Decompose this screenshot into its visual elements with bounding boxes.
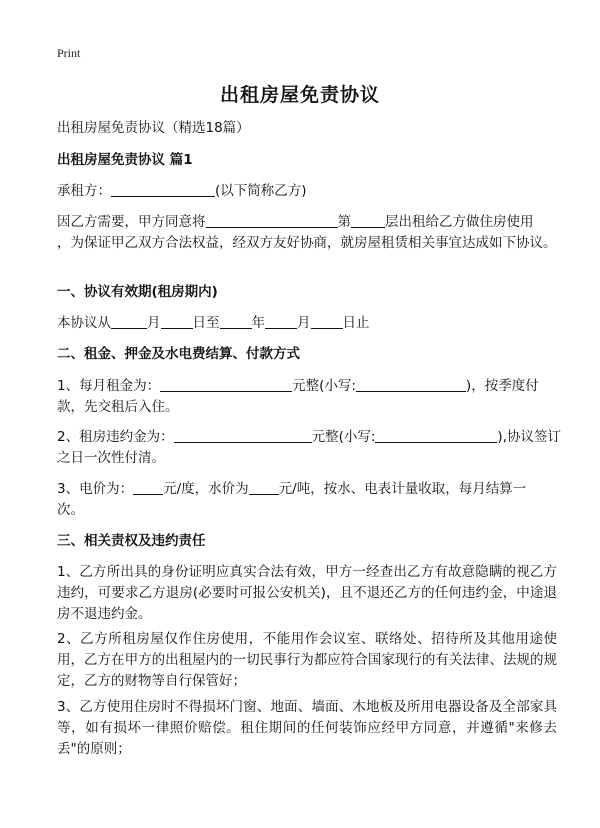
month2-blank — [265, 314, 297, 329]
rent-small-blank — [356, 377, 466, 392]
rent-quarterly: )，按季度付 — [465, 378, 539, 394]
address-blank — [206, 213, 338, 228]
lessee-blank — [111, 182, 215, 197]
utility-line — [57, 479, 557, 500]
intro-line — [57, 212, 557, 233]
deposit-signed: ),协议签订 — [497, 429, 561, 445]
water-blank — [249, 480, 279, 495]
water-label: 元/度，水价为 — [163, 481, 249, 497]
lessee-line — [57, 181, 557, 202]
day1-blank — [161, 314, 193, 329]
period-line — [57, 313, 557, 334]
intro-part1: 因乙方需要，甲方同意将 — [57, 214, 206, 230]
period-from: 本协议从 — [57, 315, 111, 331]
deposit-line — [57, 427, 561, 448]
period-day1: 日至 — [192, 315, 220, 331]
heading-2: 二、租金、押金及水电费结算、付款方式 — [57, 346, 300, 362]
floor-blank — [351, 213, 385, 228]
utility-settlement: 元/吨，按水、电表计量收取，每月结算一 — [278, 481, 527, 497]
clause-2: 2、乙方所租房屋仅作住房使用，不能用作会议室、联络处、招待所及其他用途使用，乙方在甲方的出租屋内的一切民事行为都应符合国家现行的有关法律、法规的规定，乙方的财物等自行保管好； — [57, 631, 557, 689]
rent-amount-blank — [160, 377, 292, 392]
intro-continuation: ，为保证甲乙双方合法权益，经双方友好协商，就房屋租赁相关事宜达成如下协议。 — [57, 235, 557, 251]
rent-continuation: 款，先交租后入住。 — [57, 399, 179, 415]
rent-yuan: 元整(小写: — [292, 378, 356, 394]
year-blank — [220, 314, 252, 329]
electricity-blank — [133, 480, 163, 495]
intro-part3: 层出租给乙方做住房使用 — [385, 214, 534, 230]
document-title: 出租房屋免责协议 — [219, 84, 380, 106]
period-month2: 月 — [297, 315, 311, 331]
deposit-yuan: 元整(小写: — [311, 429, 376, 445]
clause-1: 1、乙方所出具的身份证明应真实合法有效，甲方一经查出乙方有故意隐瞒的视乙方违约，可要求乙方退房(必要时可报公安机关)，且不退还乙方的任何违约金，中途退房不退违约金。 — [57, 564, 557, 622]
heading-1: 一、协议有效期(租房期内) — [57, 284, 218, 300]
subtitle: 出租房屋免责协议（精选18篇） — [57, 120, 250, 136]
section-title: 出租房屋免责协议 篇1 — [57, 152, 193, 168]
deposit-label: 2、租房违约金为： — [57, 429, 174, 445]
day2-blank — [311, 314, 343, 329]
period-year: 年 — [251, 315, 265, 331]
intro-part2: 第 — [337, 214, 351, 230]
clause-3: 3、乙方使用住房时不得损坏门窗、地面、墙面、木地板及所用电器设备及全部家具等，如有损坏一律照价赔偿。租住期间的任何装饰应经甲方同意，并遵循"来修去丢"的原则； — [57, 699, 557, 757]
deposit-small-blank — [375, 428, 497, 443]
utility-continuation: 次。 — [57, 502, 84, 518]
period-month1: 月 — [147, 315, 161, 331]
month1-blank — [111, 314, 147, 329]
electricity-label: 3、电价为： — [57, 481, 134, 497]
heading-3: 三、相关责权及违约责任 — [57, 533, 206, 549]
lessee-suffix: (以下简称乙方) — [215, 183, 307, 199]
rent-line — [57, 376, 557, 397]
lessee-label: 承租方： — [57, 183, 111, 199]
rent-label: 1、每月租金为： — [57, 378, 161, 394]
deposit-amount-blank — [174, 428, 312, 443]
period-day2: 日止 — [342, 315, 370, 331]
print-link[interactable]: Print — [57, 46, 81, 60]
deposit-continuation: 之日一次性付清。 — [57, 450, 165, 466]
